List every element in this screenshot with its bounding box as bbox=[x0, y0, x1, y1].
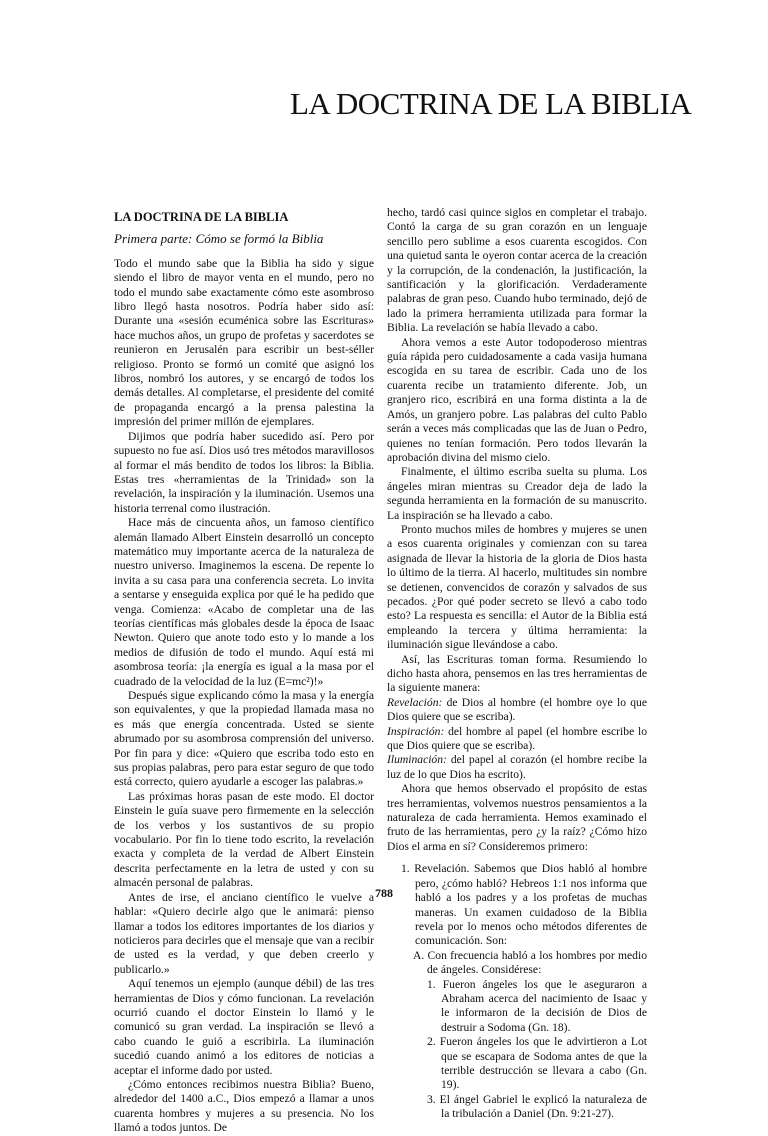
paragraph: ¿Cómo entonces recibimos nuestra Biblia? Bueno, alrededor del 1400 a.C., Dios empezó a llamar a unos cuarenta hombres y mujeres a su presencia. No los llamó a todos juntos. De bbox=[114, 1077, 374, 1135]
definition-term: Inspiración: bbox=[387, 724, 445, 738]
page-number: 788 bbox=[375, 886, 393, 900]
definition-text: del papel al corazón (el hombre recibe la luz de lo que Dios ha escrito). bbox=[387, 753, 647, 781]
outline-item: 1. Fueron ángeles los que le aseguraron a Abraham acerca del nacimiento de Isaac y le informaron de la decisión de Dios de destruir a Sodoma (Gn. 18). bbox=[427, 977, 647, 1034]
paragraph: hecho, tardó casi quince siglos en completar el trabajo. Contó la carga de su gran corazón en un lenguaje sencillo pero sublime a esos cuarenta escogidos. Con una quietud santa le oyeron contar acerca de la creación y la corrupción, de la condenación, la justificación, la santificación y la glorificación. Verdaderamente palabras de gran peso. Cuando hubo terminado, dejó de lado la primera herramienta utilizada para formar la Biblia. La revelación se había llevado a cabo. bbox=[387, 206, 647, 335]
right-column bbox=[387, 206, 647, 1121]
definition-text: del hombre al papel (el hombre escribe lo que Dios quiere que se escriba). bbox=[387, 724, 647, 753]
definition-inspiracion bbox=[387, 725, 647, 754]
paragraph: Antes de irse, el anciano científico le vuelve a hablar: «Quiero decirle algo que le animará: pienso llamar a todos los editores importantes de los diarios y noticieros para decirles que el mensaje que van a recibir de usted es la verdad, y que deben creerlo y publicarlo.» bbox=[114, 890, 374, 976]
outline-item: 1. Revelación. Sabemos que Dios habló al hombre pero, ¿cómo habló? Hebreos 1:1 nos informa que habló a los padres y a los profetas de muchas maneras. Un examen cuidadoso de la Biblia revela por lo menos ocho métodos diferentes de comunicación. Son: bbox=[401, 862, 647, 948]
paragraph: Ahora vemos a este Autor todopoderoso mientras guía rápida pero cuidadosamente a cada vasija humana escogida en su tarea de escribir. Cada uno de los cuarenta recibe un tratamiento diferente. Job, un granjero rico, escribirá en una forma distinta a la de Amós, un granjero pobre. Las palabras del culto Pablo serán a veces más complicadas que las de Juan o Pedro, quienes no tenían formación. Pero todos llevarán la aprobación divina del mismo cielo. bbox=[387, 335, 647, 464]
definition-revelacion bbox=[387, 696, 647, 725]
outline-list bbox=[387, 862, 647, 1121]
page-title: LA DOCTRINA DE LA BIBLIA bbox=[290, 86, 692, 121]
paragraph: Pronto muchos miles de hombres y mujeres se unen a esos cuarenta originales y comienzan con su tarea asignada de llevar la historia de la gloria de Dios hasta lo último de la tierra. Al hacerlo, multitudes sin nombre se detienen, convencidos de corazón y salvados de sus pecados. ¿Por qué poder secreto se llevó a cabo todo esto? La respuesta es sencilla: el Autor de la Biblia está empleando la tercera y última herramienta: la iluminación sigue llevándose a cabo. bbox=[387, 522, 647, 652]
paragraph: Ahora que hemos observado el propósito de estas tres herramientas, volvemos nuestros pensamientos a la naturaleza de cada herramienta. Hemos examinado el fruto de las herramientas, pero ¿y la raíz? ¿Cómo hizo Dios el arma en sí? Consideremos primero: bbox=[387, 782, 647, 853]
paragraph: Así, las Escrituras toman forma. Resumiendo lo dicho hasta ahora, pensemos en las tres herramientas de la siguiente manera: bbox=[387, 652, 647, 695]
section-title: LA DOCTRINA DE LA BIBLIA bbox=[114, 210, 289, 224]
paragraph: Todo el mundo sabe que la Biblia ha sido y sigue siendo el libro de mayor venta en el mundo, pero no todo el mundo sabe exactamente cómo este asombroso libro llegó hasta nosotros. Podría haber sido así: Durante una «sesión ecuménica sobre las Escrituras» hace muchos años, un grupo de profetas y sacerdotes se reunieron en Jerusalén para escribir un best-séller religioso. Pronto se formó un comité que asignó los libros, nombró los autores, y se encargó de todos los demás detalles. Al completarse, el presidente del comité de propaganda encargó a la prensa palestina la impresión del primer millón de ejemplares. bbox=[114, 256, 374, 429]
paragraph: Aquí tenemos un ejemplo (aunque débil) de las tres herramientas de Dios y cómo funcionan. La revelación ocurrió cuando el doctor Einstein lo llamó y le comunicó su gran verdad. La inspiración se llevó a cabo cuando le guió a escribirla. La iluminación sucedió cuando animó a los editores de noticias a aceptar el informe dado por usted. bbox=[114, 977, 374, 1077]
definition-term: Iluminación: bbox=[387, 753, 447, 767]
section-subtitle: Primera parte: Cómo se formó la Biblia bbox=[114, 231, 324, 247]
definition-iluminacion bbox=[387, 753, 647, 782]
paragraph: Finalmente, el último escriba suelta su pluma. Los ángeles miran mientras su Creador deja de lado la segunda herramienta en la formación de su manuscrito. La inspiración se ha llevado a cabo. bbox=[387, 465, 647, 522]
paragraph: Hace más de cincuenta años, un famoso científico alemán llamado Albert Einstein desarrolló un concepto matemático muy importante acerca de la naturaleza de nuestro universo. Imaginemos la escena. De repente lo invita a su casa para una conferencia secreta. Lo invita a sentarse y enseguida explica por qué le ha pedido que venga. Comienza: «Acabo de completar una de las teorías científicas más globales desde la época de Isaac Newton. Quiero que anote todo esto y lo mande a los medios de difusión de todo el mundo. Aquí está mi asombrosa teoría: ¡la energía es igual a la masa por el cuadrado de la velocidad de la luz (E=mc²)!» bbox=[114, 516, 374, 688]
paragraph: Después sigue explicando cómo la masa y la energía son equivalentes, y que la propiedad llamada masa no es más que energía concentrada. Usted se siente abrumado por su asombrosa comprensión del universo. Por fin para y dice: «Quiero que escriba todo esto en sus propias palabras, pero para estar seguro de que todo está correcto, quiero ayudarle a escoger las palabras.» bbox=[114, 689, 374, 789]
outline-item: A. Con frecuencia habló a los hombres por medio de ángeles. Considérese: bbox=[413, 948, 647, 977]
definition-term: Revelación: bbox=[387, 695, 443, 709]
outline-item: 2. Fueron ángeles los que le advirtieron a Lot que se escapara de Sodoma antes de que la terrible destrucción se llevara a cabo (Gn. 19). bbox=[427, 1035, 647, 1092]
paragraph: Dijimos que podría haber sucedido así. Pero por supuesto no fue así. Dios usó tres métodos maravillosos al formar el más bendito de todos los libros: la Biblia. Estas tres «herramientas de la Trinidad» son la revelación, la inspiración y la iluminación. Usemos una historia terrenal como ilustración. bbox=[114, 429, 374, 515]
definition-text: de Dios al hombre (el hombre oye lo que Dios quiere que se escriba). bbox=[387, 695, 647, 724]
outline-item: 3. El ángel Gabriel le explicó la naturaleza de la tribulación a Daniel (Dn. 9:21-27). bbox=[427, 1092, 647, 1121]
paragraph: Las próximas horas pasan de este modo. El doctor Einstein le guía suave pero firmemente en la selección de los verbos y los sustantivos de su propio vocabulario. Por fin lo tiene todo escrito, la revelación exacta y completa de la verdad de Albert Einstein descrita perfectamente en la letra de usted y con su almacén personal de palabras. bbox=[114, 789, 374, 890]
left-column bbox=[114, 206, 374, 1135]
